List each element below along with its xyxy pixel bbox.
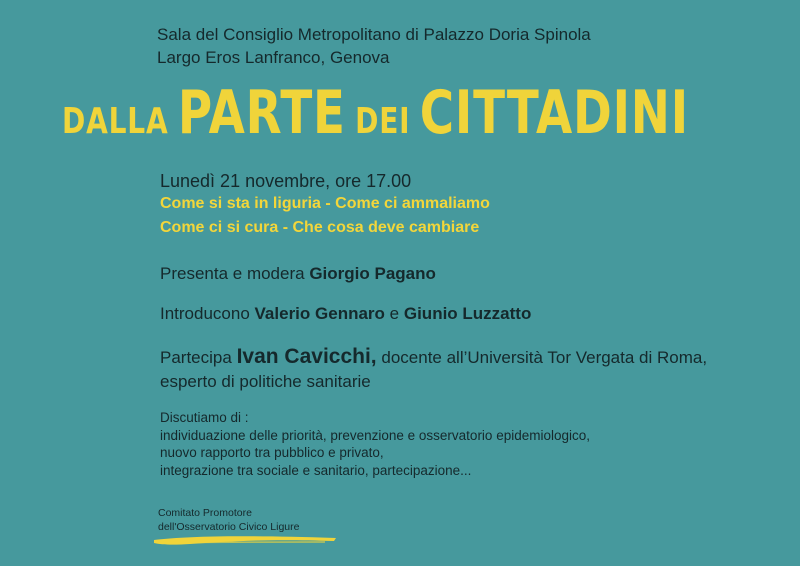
- guest-description: docente all’Università Tor Vergata di Roma, esperto di politiche sanitarie: [160, 348, 708, 391]
- discussion-item: integrazione tra sociale e sanitario, partecipazione...: [160, 462, 472, 478]
- discussion-item: nuovo rapporto tra pubblico e privato,: [160, 445, 384, 460]
- event-subtitle-line1: Come si sta in liguria - Come ci ammaliamo: [160, 195, 490, 212]
- discussion-item: individuazione delle priorità, prevenzione e osservatorio epidemiologico,: [160, 427, 591, 443]
- intro-line: [160, 304, 531, 324]
- presenter-prefix: Presenta e modera: [160, 264, 305, 283]
- title-word-dalla: DALLA: [62, 101, 169, 142]
- venue-name: Sala del Consiglio Metropolitano di Palazzo Doria Spinola: [157, 25, 591, 44]
- guest-name: Ivan Cavicchi,: [236, 345, 377, 368]
- event-subtitle-line2: Come ci si cura - Che cosa deve cambiare: [160, 219, 480, 236]
- presenter-line: [160, 264, 436, 284]
- brush-stroke-decoration: [150, 530, 340, 550]
- event-date: Lunedì 21 novembre, ore 17.00: [160, 171, 412, 191]
- intro-name-2: Giunio Luzzatto: [403, 304, 532, 323]
- intro-prefix: Introducono: [160, 304, 250, 323]
- guest-line: [160, 345, 720, 394]
- event-title: [62, 80, 689, 146]
- intro-conjunction: e: [389, 304, 400, 323]
- title-word-dei: DEI: [355, 101, 411, 142]
- intro-name-1: Valerio Gennaro: [254, 304, 385, 323]
- venue-address: Largo Eros Lanfranco, Genova: [157, 48, 390, 67]
- discussion-heading: Discutiamo di :: [160, 410, 249, 425]
- organizer-line2: dell'Osservatorio Civico Ligure: [158, 521, 300, 533]
- title-word-cittadini: CITTADINI: [419, 78, 689, 148]
- guest-prefix: Partecipa: [160, 348, 232, 367]
- title-word-parte: PARTE: [177, 78, 346, 148]
- organizer-line1: Comitato Promotore: [158, 507, 252, 519]
- discussion-block: [160, 409, 780, 479]
- presenter-name: Giorgio Pagano: [309, 264, 436, 283]
